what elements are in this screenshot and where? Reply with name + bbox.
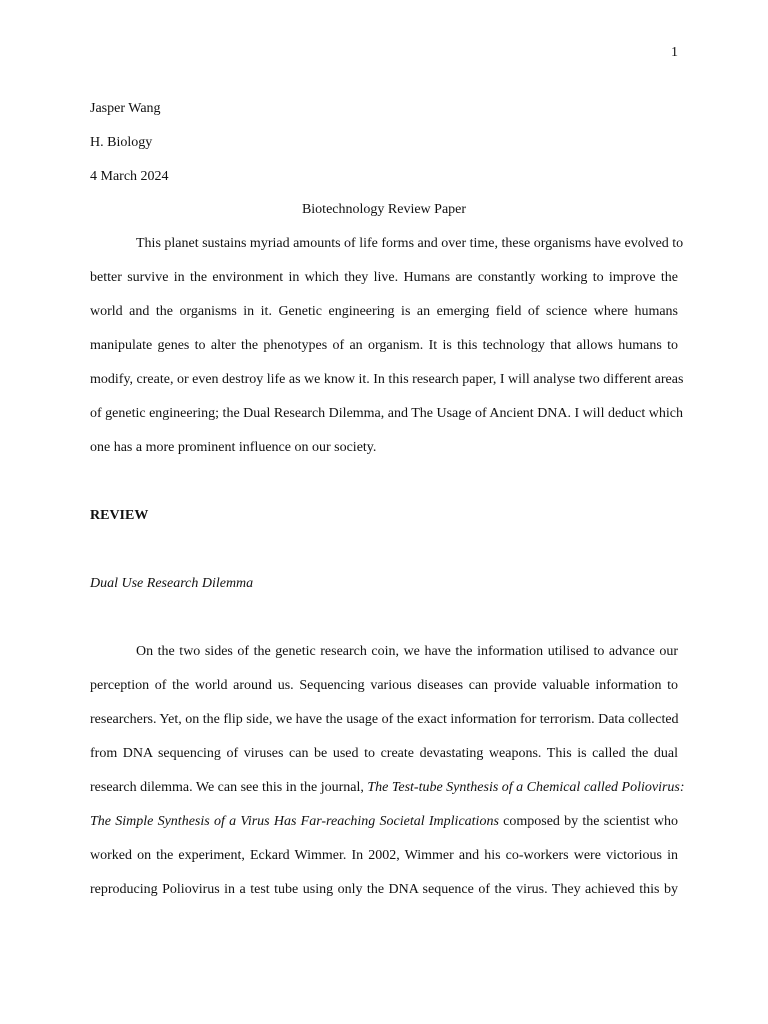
intro-paragraph [90,227,684,465]
body-text: research dilemma. We can see this in the journal, [90,780,368,796]
body-line: from DNA sequencing of viruses can be used to create devastating weapons. This is called the dual [90,746,678,762]
intro-line: better survive in the environment in which they live. Humans are constantly working to improve the [90,270,678,286]
body-line: perception of the world around us. Sequencing various diseases can provide valuable information to [90,678,678,694]
dual-use-paragraph [90,635,685,907]
journal-title: The Test-tube Synthesis of a Chemical called Poliovirus: [367,780,685,796]
intro-line: modify, create, or even destroy life as we know it. In this research paper, I will analyse two different areas [90,372,684,388]
page-number: 1 [671,45,678,60]
subsection-heading-dual-use: Dual Use Research Dilemma [90,576,254,592]
course-name: H. Biology [90,134,153,150]
paper-title: Biotechnology Review Paper [301,202,467,218]
spacer [90,533,678,567]
spacer [90,465,678,499]
author-name: Jasper Wang [90,101,161,116]
intro-line: manipulate genes to alter the phenotypes of an organism. It is this technology that allows humans to [90,338,678,354]
document-body [90,92,685,907]
body-line: reproducing Poliovirus in a test tube using only the DNA sequence of the virus. They achieved this by [90,882,678,898]
body-line: researchers. Yet, on the flip side, we have the usage of the exact information for terrorism. Data collected [90,712,679,728]
spacer [90,601,678,635]
journal-subtitle: The Simple Synthesis of a Virus Has Far-reaching Societal Implications [90,814,499,830]
document-date: 4 March 2024 [90,168,169,184]
body-line: worked on the experiment, Eckard Wimmer. In 2002, Wimmer and his co-workers were victorious in [90,848,678,864]
body-line: On the two sides of the genetic research coin, we have the information utilised to advance our [136,644,678,660]
body-line-with-citation [90,805,678,839]
intro-line: world and the organisms in it. Genetic engineering is an emerging field of science where humans [90,304,678,320]
body-text: composed by the scientist who [498,814,679,830]
body-line-with-citation [90,771,685,805]
intro-line: This planet sustains myriad amounts of life forms and over time, these organisms have evolved to [136,236,684,252]
section-heading-review: REVIEW [90,508,149,524]
intro-line: one has a more prominent influence on our society. [90,440,377,456]
intro-line: of genetic engineering; the Dual Research Dilemma, and The Usage of Ancient DNA. I will deduct which [90,406,683,422]
